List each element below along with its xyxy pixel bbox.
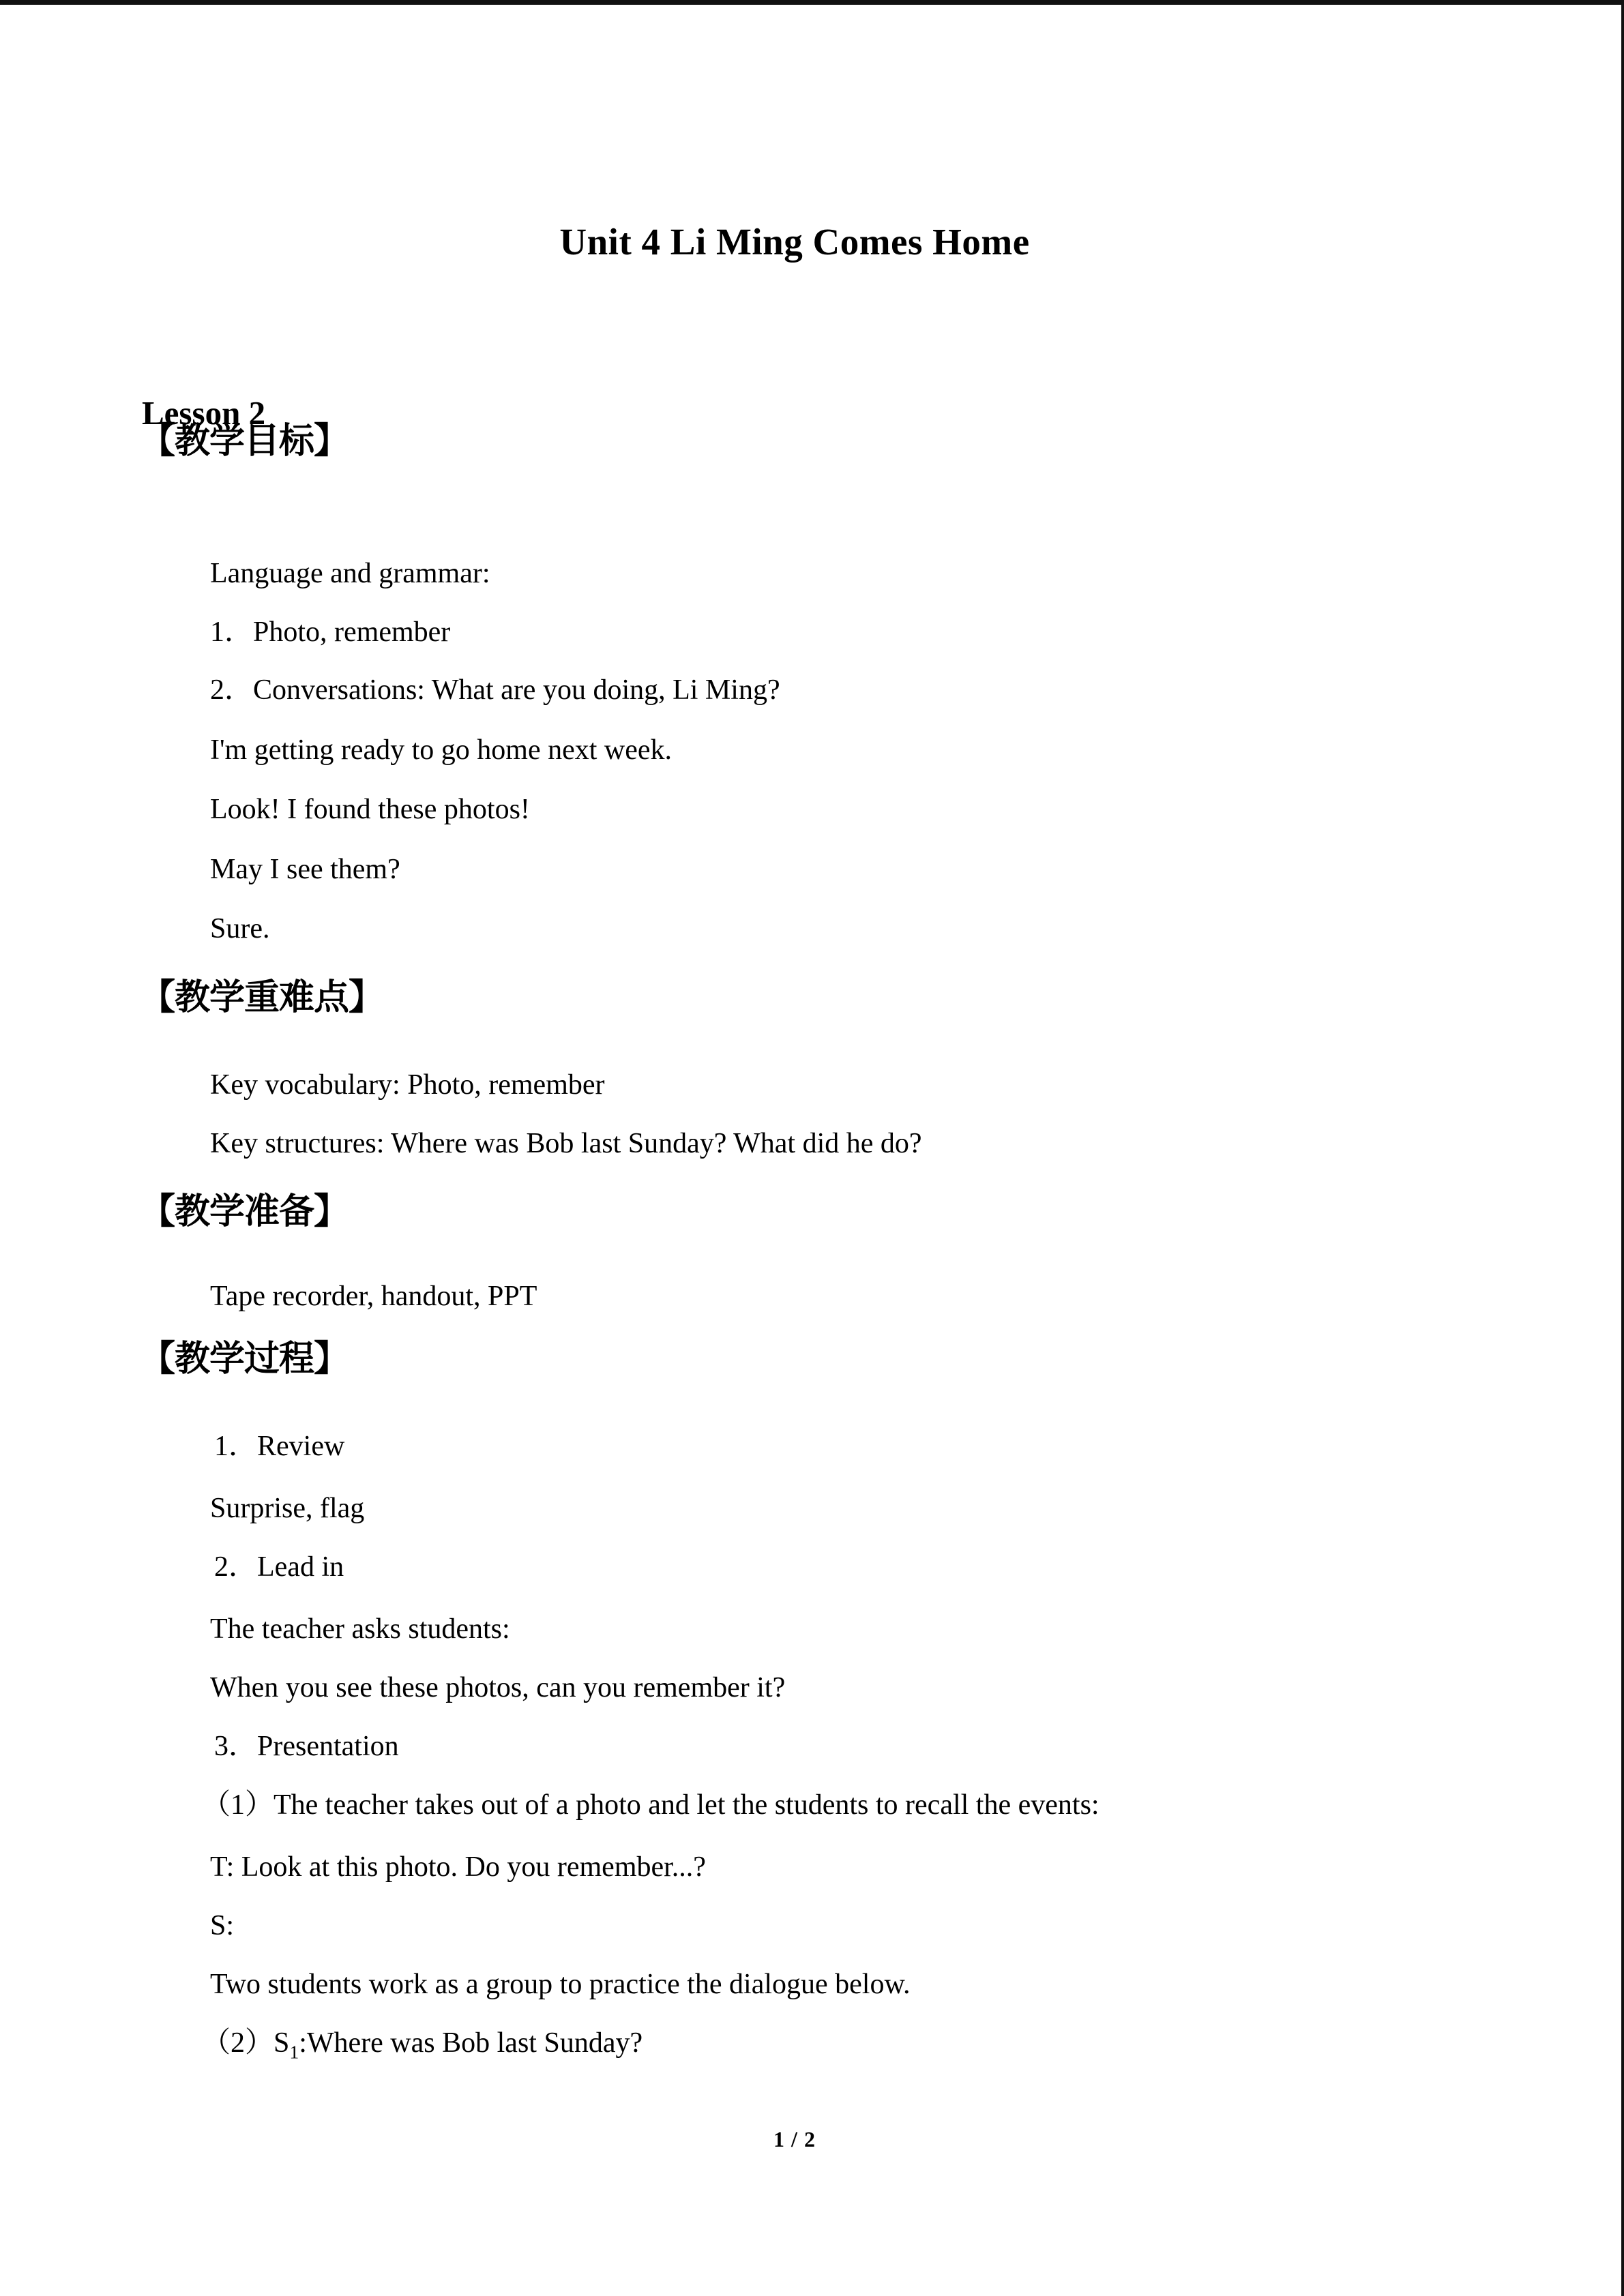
body-line: Tape recorder, handout, PPT: [210, 1281, 537, 1312]
page-footer: 1 / 2: [773, 2127, 816, 2151]
page-content: [0, 5, 1624, 2296]
body-line: 2．Lead in: [214, 1551, 344, 1583]
body-line: The teacher asks students:: [210, 1613, 510, 1645]
page-title: Unit 4 Li Ming Comes Home: [559, 221, 1030, 263]
section-heading-preparation: 【教学准备】: [140, 1191, 349, 1232]
body-line: Two students work as a group to practice the dialogue below.: [210, 1969, 911, 2000]
body-line: Surprise, flag: [210, 1493, 365, 1524]
subscript-line-prefix: （2）S: [202, 2027, 290, 2059]
body-line: When you see these photos, can you remember it?: [210, 1672, 786, 1703]
body-line: Key structures: Where was Bob last Sunday? What did he do?: [210, 1128, 922, 1159]
section-heading-objectives: 【教学目标】: [140, 421, 349, 462]
body-line: （1）The teacher takes out of a photo and let the students to recall the events:: [202, 1789, 1099, 1821]
lesson-heading: Lesson 2: [142, 394, 266, 432]
body-line: 2．Conversations: What are you doing, Li Ming?: [210, 674, 780, 706]
body-line: 3．Presentation: [214, 1731, 399, 1762]
body-line: 1．Review: [214, 1431, 345, 1462]
body-line: Sure.: [210, 913, 270, 944]
body-line: 1．Photo, remember: [210, 616, 451, 648]
subscript-line-suffix: :Where was Bob last Sunday?: [299, 2027, 643, 2059]
body-line: May I see them?: [210, 854, 400, 885]
body-line-with-subscript: [202, 2027, 643, 2063]
body-line: Language and grammar:: [210, 558, 490, 589]
section-heading-key-points: 【教学重难点】: [140, 977, 384, 1018]
body-line: Key vocabulary: Photo, remember: [210, 1069, 605, 1101]
body-line: T: Look at this photo. Do you remember...?: [210, 1851, 706, 1883]
section-heading-procedure: 【教学过程】: [140, 1339, 349, 1380]
body-line: S:: [210, 1910, 235, 1941]
body-line: Look! I found these photos!: [210, 794, 530, 825]
body-line: I'm getting ready to go home next week.: [210, 734, 673, 766]
subscript-number: 1: [289, 2041, 299, 2063]
